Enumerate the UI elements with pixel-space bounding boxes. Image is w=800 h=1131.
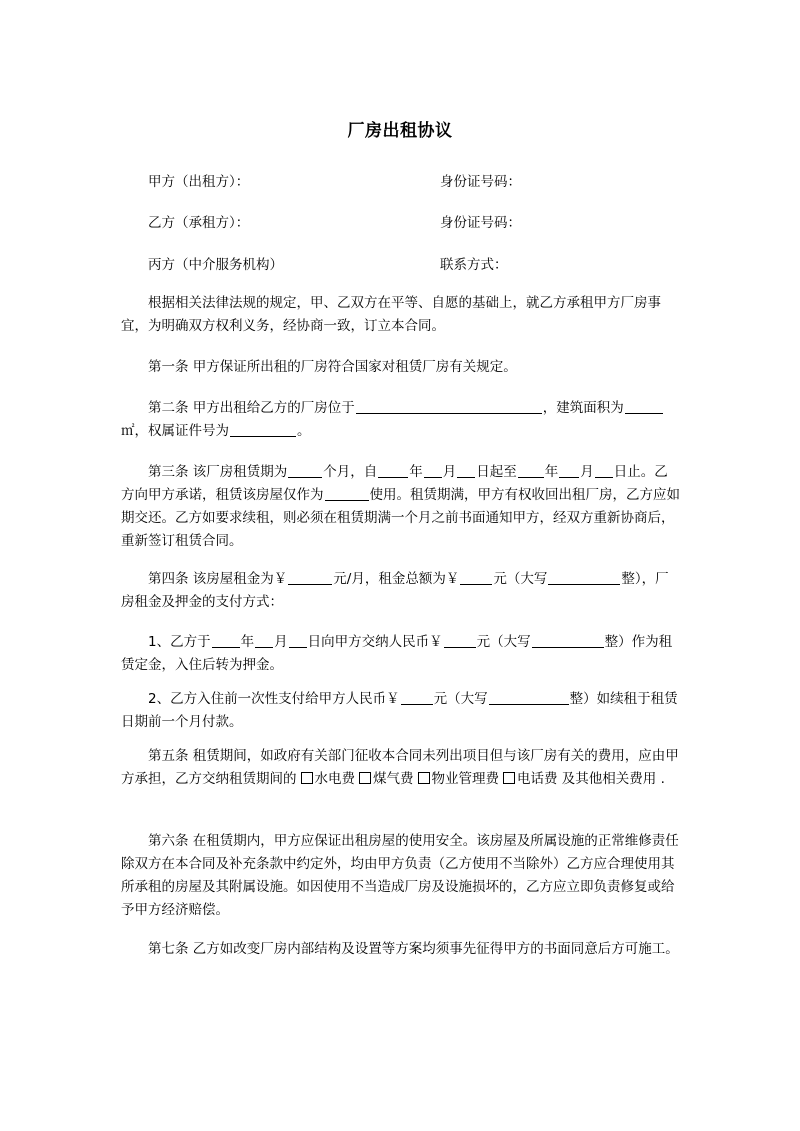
deposit-day-blank[interactable]: [289, 633, 307, 648]
phone-fee-checkbox[interactable]: [503, 772, 515, 784]
party-row-lessor: [148, 170, 708, 190]
article-5: 第五条 租赁期间，如政府有关部门征收本合同未列出项目但与该厂房有关的费用，应由甲方承担，乙方交纳租赁期间的 水电费 煤气费 物业管理费 电话费 及其他相关费用 .: [121, 748, 679, 787]
total-rent-blank[interactable]: [460, 570, 492, 585]
certificate-blank[interactable]: [230, 422, 296, 437]
monthly-rent-blank[interactable]: [288, 570, 332, 585]
start-month-blank[interactable]: [424, 463, 442, 478]
end-month-blank[interactable]: [559, 463, 579, 478]
party-row-agency: [148, 253, 708, 273]
location-blank[interactable]: [356, 399, 542, 414]
party-b-label: 乙方（承租方）：: [148, 215, 250, 231]
party-a-id-label: 身份证号码：: [440, 174, 521, 190]
deposit-words-blank[interactable]: [532, 633, 604, 648]
deposit-amount-blank[interactable]: [444, 633, 476, 648]
prepay-amount-blank[interactable]: [401, 690, 433, 705]
party-c-label: 丙方（中介服务机构）: [148, 257, 283, 273]
deposit-year-blank[interactable]: [212, 633, 240, 648]
article-4: 第四条 该房屋租金为￥ 元/月，租金总额为￥ 元（大写 整），厂房租金及押金的支付方式：: [121, 571, 669, 610]
party-c-contact-label: 联系方式：: [440, 257, 508, 273]
document-title: 厂房出租协议: [347, 121, 453, 141]
start-year-blank[interactable]: [378, 463, 408, 478]
end-day-blank[interactable]: [595, 463, 613, 478]
payment-clause-1: 1、乙方于 年 月 日向甲方交纳人民币￥ 元（大写 整）作为租赁定金，入住后转为押金。: [121, 634, 673, 673]
end-year-blank[interactable]: [518, 463, 544, 478]
property-fee-checkbox[interactable]: [418, 772, 430, 784]
party-a-label: 甲方（出租方）：: [148, 174, 250, 190]
total-rent-words-blank[interactable]: [548, 570, 620, 585]
article-3: 第三条 该厂房租赁期为 个月，自 年 月 日起至 年 月 日止。乙方向甲方承诺，租赁该房屋仅作为 使用。租赁期满，甲方有权收回出租厂房，乙方应如期交还。乙方如要求续租，则必须在租赁期满一个月之前书面通知甲方，经双方重新协商后，重新签订租赁合同。: [121, 464, 680, 549]
prepay-words-blank[interactable]: [489, 690, 569, 705]
start-day-blank[interactable]: [457, 463, 475, 478]
article-2: 第二条 甲方出租给乙方的厂房位于 ，建筑面积为㎡，权属证件号为 。: [121, 397, 681, 443]
deposit-month-blank[interactable]: [255, 633, 273, 648]
water-electricity-checkbox[interactable]: [301, 772, 313, 784]
article-7: 第七条 乙方如改变厂房内部结构及设置等方案均须事先征得甲方的书面同意后方可施工。: [148, 941, 679, 957]
usage-blank[interactable]: [325, 486, 369, 501]
party-b-id-label: 身份证号码：: [440, 215, 521, 231]
article-6: 第六条 在租赁期内，甲方应保证出租房屋的使用安全。该房屋及所属设施的正常维修责任除双方在本合同及补充条款中约定外，均由甲方负责（乙方使用不当除外）乙方应合理使用其所承租的房屋及其附属设施。如因使用不当造成厂房及设施损坏的，乙方应立即负责修复或给予甲方经济赔偿。: [121, 833, 679, 918]
intro-paragraph: 根据相关法律法规的规定，甲、乙双方在平等、自愿的基础上，就乙方承租甲方厂房事宜，为明确双方权利义务，经协商一致，订立本合同。: [121, 295, 661, 334]
term-months-blank[interactable]: [288, 463, 322, 478]
area-blank[interactable]: [625, 399, 663, 414]
party-row-lessee: [148, 211, 708, 231]
article-1: 第一条 甲方保证所出租的厂房符合国家对租赁厂房有关规定。: [148, 359, 517, 375]
gas-checkbox[interactable]: [359, 772, 371, 784]
payment-clause-2: 2、乙方入住前一次性支付给甲方人民币￥ 元（大写 整）如续租于租赁日期前一个月付款。: [121, 691, 678, 730]
